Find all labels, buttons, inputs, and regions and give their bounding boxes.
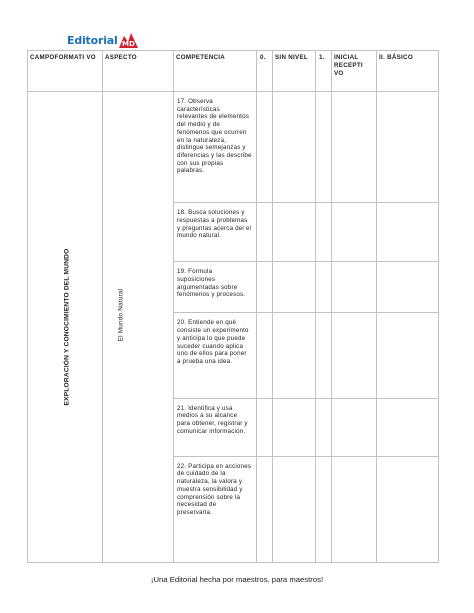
- header-aspecto: ASPECTO: [103, 51, 174, 92]
- level-cell: [273, 456, 316, 562]
- level-cell: [332, 203, 377, 262]
- level-cell: [257, 313, 273, 398]
- level-cell: [332, 92, 377, 203]
- level-cell: [257, 92, 273, 203]
- level-cell: [257, 456, 273, 562]
- competencia-22: 22. Participa en acciones de cuidado de la naturaleza, la valora y muestra sensibilidad y comprensión sobre la necesidad de preservarla.: [174, 456, 257, 562]
- level-cell: [273, 203, 316, 262]
- level-cell: [332, 313, 377, 398]
- competencia-20: 20. Entiende en qué consiste un experimento y anticipa lo que puede suceder cuando aplica uno de ellos para poner a prueba una idea.: [174, 313, 257, 398]
- header-competencia: COMPETENCIA: [174, 51, 257, 92]
- competencia-18: 18. Busca soluciones y respuestas a problemas y preguntas acerca del el mundo natural.: [174, 203, 257, 262]
- level-cell: [377, 313, 439, 398]
- level-cell: [273, 262, 316, 313]
- logo-text: Editorial: [67, 33, 118, 47]
- header-row: [28, 51, 439, 92]
- table-row: [28, 92, 439, 203]
- header-campo-formativo: CAMPOFORMATI VO: [28, 51, 103, 92]
- competencia-21: 21. Identifica y usa medios a su alcance para obtener, registrar y comunicar información.: [174, 398, 257, 456]
- level-cell: [257, 398, 273, 456]
- level-cell: [377, 456, 439, 562]
- editorial-logo: [67, 30, 138, 50]
- level-cell: [332, 262, 377, 313]
- header-inicial-receptivo: INICIAL RECEPTI VO: [332, 51, 377, 92]
- level-cell: [377, 262, 439, 313]
- level-cell: [273, 398, 316, 456]
- level-cell: [316, 456, 332, 562]
- evaluation-table: [27, 50, 439, 563]
- header-level-0-number: 0.: [257, 51, 273, 92]
- level-cell: [332, 398, 377, 456]
- level-cell: [273, 92, 316, 203]
- competencia-17: 17. Observa características relevantes de elementos del medio y de fenómenos que ocurren en la naturaleza, distingue semejanzas y diferencias y las describe con sus propias palabras.: [174, 92, 257, 203]
- level-cell: [316, 262, 332, 313]
- level-cell: [332, 456, 377, 562]
- competencia-19: 19. Formula suposiciones argumentadas sobre fenómenos y procesos.: [174, 262, 257, 313]
- level-cell: [377, 398, 439, 456]
- level-cell: [377, 203, 439, 262]
- campo-formativo-label: EXPLORACIÓN Y CONOCIMIENTO DEL MUNDO: [63, 248, 71, 406]
- aspecto-label: El Mundo Natural: [117, 288, 125, 342]
- header-basico: II. BÁSICO: [377, 51, 439, 92]
- logo-mark-icon: [119, 33, 138, 48]
- level-cell: [316, 203, 332, 262]
- level-cell: [257, 203, 273, 262]
- level-cell: [316, 313, 332, 398]
- level-cell: [316, 398, 332, 456]
- level-cell: [316, 92, 332, 203]
- header-sin-nivel: SIN NIVEL: [273, 51, 316, 92]
- level-cell: [377, 92, 439, 203]
- level-cell: [273, 313, 316, 398]
- header-level-1-number: 1.: [316, 51, 332, 92]
- aspecto-cell: [103, 92, 174, 563]
- level-cell: [257, 262, 273, 313]
- footer-slogan: ¡Una Editorial hecha por maestros, para maestros!: [150, 575, 324, 584]
- logo-mark-text: MD: [121, 39, 135, 48]
- campo-formativo-cell: [28, 92, 103, 563]
